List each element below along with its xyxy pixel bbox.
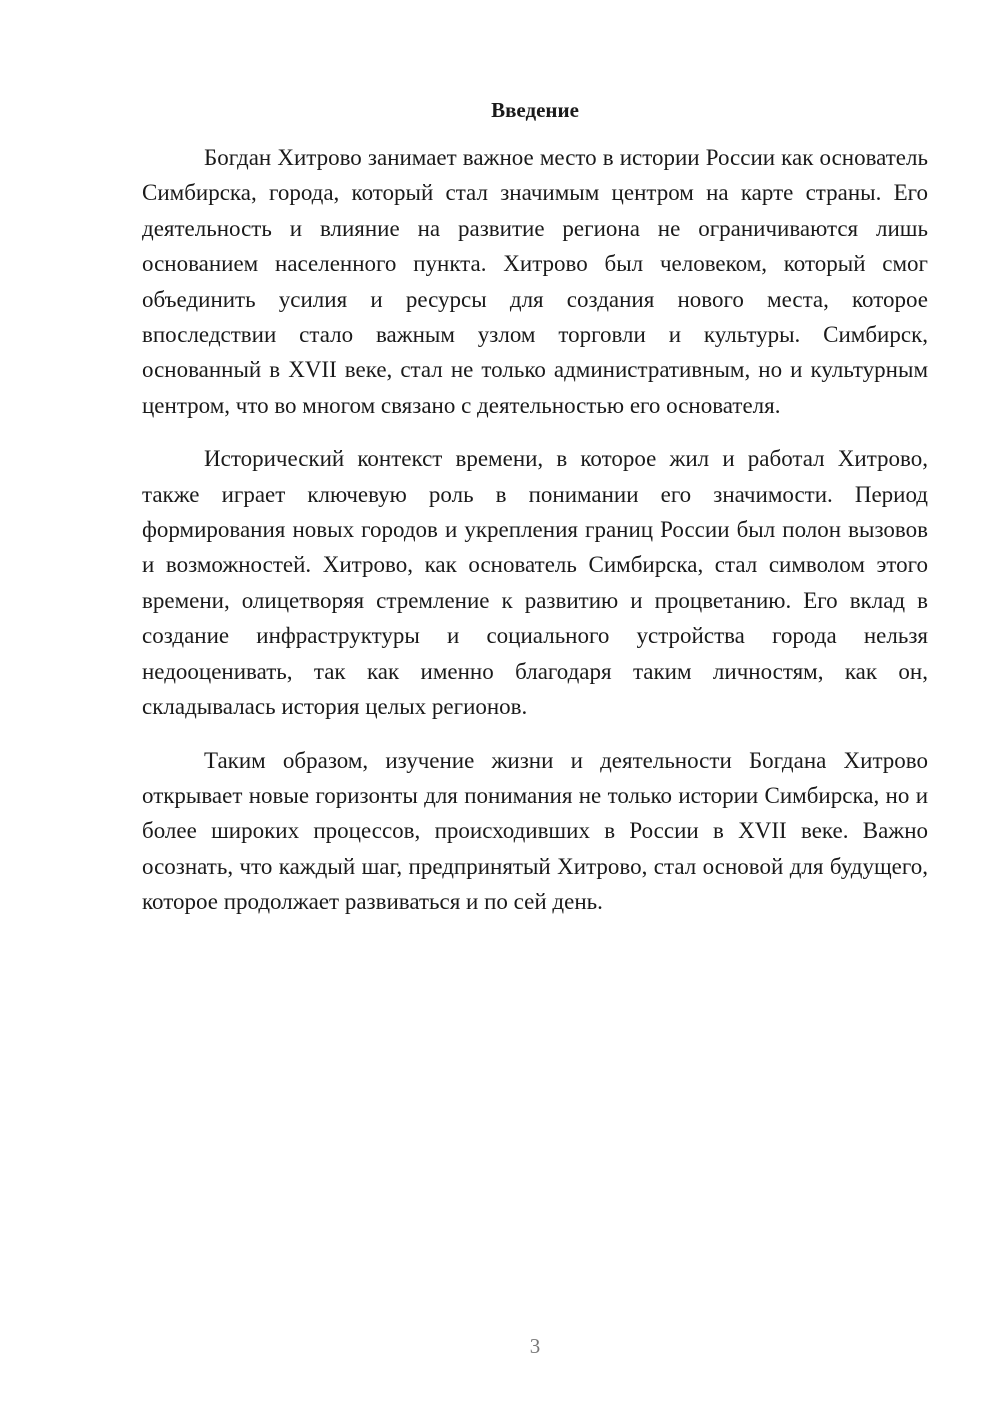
paragraph-1: Богдан Хитрово занимает важное место в истории России как основатель Симбирска, города, который стал значимым центром на карте страны. Его деятельность и влияние на развитие региона не ограничиваются лишь основанием населенного пункта. Хитрово был человеком, который смог объединить усилия и ресурсы для создания нового места, которое впоследствии стало важным узлом торговли и культуры. Симбирск, основанный в XVII веке, стал не только административным, но и культурным центром, что во многом связано с деятельностью его основателя. [142, 145, 928, 418]
paragraph-3: Таким образом, изучение жизни и деятельности Богдана Хитрово открывает новые горизонты для понимания не только истории Симбирска, но и более широких процессов, происходивших в России в XVII веке. Важно осознать, что каждый шаг, предпринятый Хитрово, стал основой для будущего, которое продолжает развиваться и по сей день. [142, 747, 928, 915]
section-title: Введение [491, 98, 579, 122]
document-page [142, 92, 928, 938]
paragraph-2: Исторический контекст времени, в которое жил и работал Хитрово, также играет ключевую роль в понимании его значимости. Период формирования новых городов и укрепления границ России был полон вызовов и возможностей. Хитрово, как основатель Симбирска, стал символом этого времени, олицетворяя стремление к развитию и процветанию. Его вклад в создание инфраструктуры и социального устройства города нельзя недооценивать, так как именно благодаря таким личностям, как он, складывалась история целых регионов. [142, 446, 928, 720]
page-number: 3 [529, 1334, 541, 1358]
